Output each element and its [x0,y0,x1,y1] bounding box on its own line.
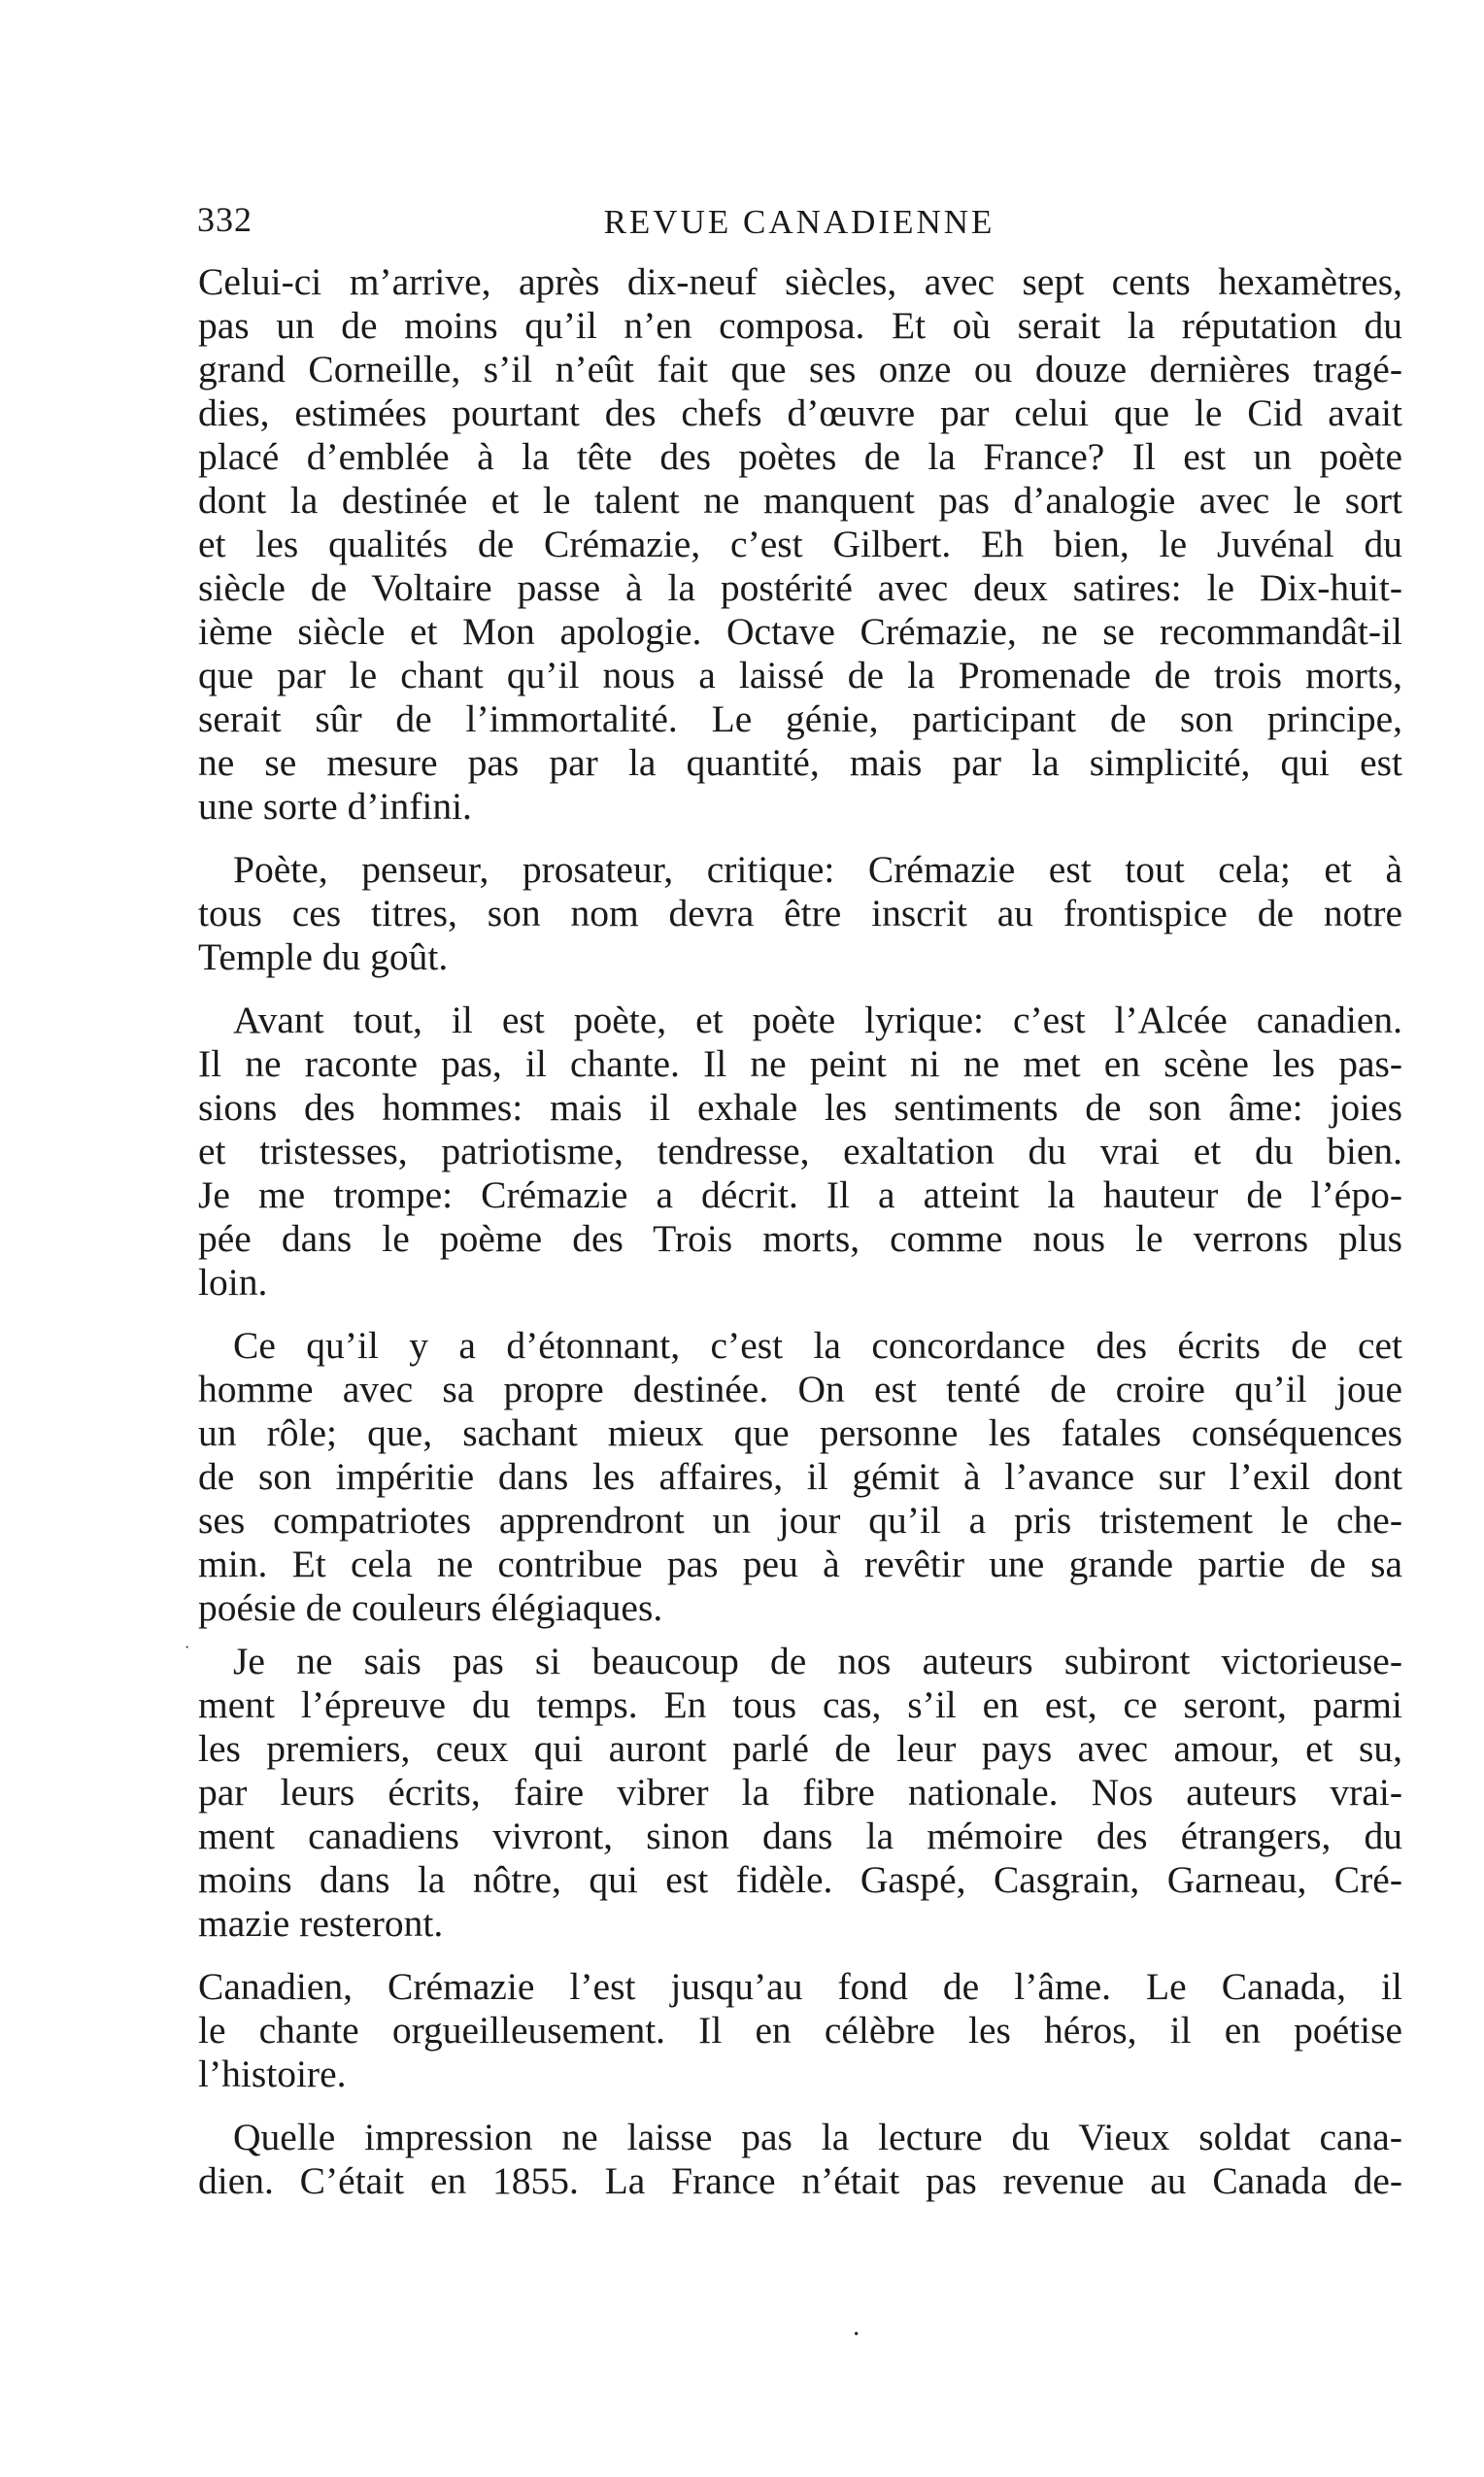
paragraph [198,1324,1402,1630]
text-line: siècle de Voltaire passe à la postérité avec deux satires: le Dix-huit- [198,566,1402,609]
text-line: Canadien, Crémazie l’est jusqu’au fond de l’âme. Le Canada, il [198,1965,1402,2008]
text-line: moins dans la nôtre, qui est fidèle. Gaspé, Casgrain, Garneau, Cré- [198,1858,1402,1901]
text-line: tous ces titres, son nom devra être inscrit au frontispice de notre [198,892,1402,934]
text-line: Ce qu’il y a d’étonnant, c’est la concordance des écrits de cet [233,1324,1402,1367]
text-line: Quelle impression ne laisse pas la lecture du Vieux soldat cana- [233,2116,1402,2158]
text-line: Temple du goût. [198,935,449,978]
text-line: Celui-ci m’arrive, après dix-neuf siècles, avec sept cents hexamètres, [198,260,1402,303]
page-header [197,199,1401,248]
margin-mark: · [185,1640,190,1656]
text-line: Je me trompe: Crémazie a décrit. Il a atteint la hauteur de l’épo- [198,1173,1402,1216]
text-line: les premiers, ceux qui auront parlé de leur pays avec amour, et su, [198,1727,1402,1770]
text-line: et tristesses, patriotisme, tendresse, exaltation du vrai et du bien. [198,1130,1402,1172]
text-line: dies, estimées pourtant des chefs d’œuvre par celui que le Cid avait [198,391,1402,434]
paragraph [185,1640,1402,1946]
text-line: ment canadiens vivront, sinon dans la mémoire des étrangers, du [198,1815,1402,1857]
text-line: pée dans le poème des Trois morts, comme nous le verrons plus [198,1217,1402,1260]
running-title: REVUE CANADIENNE [603,203,995,241]
paragraph [198,999,1402,1305]
text-line: Il ne raconte pas, il chante. Il ne peint ni ne met en scène les pas- [198,1042,1402,1085]
text-line: et les qualités de Crémazie, c’est Gilbert. Eh bien, le Juvénal du [198,523,1402,565]
page-number: 332 [197,200,253,239]
text-line: mazie resteront. [198,1902,444,1945]
text-line: ième siècle et Mon apologie. Octave Crémazie, ne se recommandât-il [198,610,1402,653]
text-line: min. Et cela ne contribue pas peu à revêtir une grande partie de sa [198,1543,1402,1585]
text-line: Je ne sais pas si beaucoup de nos auteurs subiront victorieuse- [233,1640,1402,1682]
text-line: placé d’emblée à la tête des poètes de la France? Il est un poète [198,435,1402,478]
text-line: ses compatriotes apprendront un jour qu’il a pris tristement le che- [198,1499,1402,1542]
paragraph [198,848,1402,979]
text-line: le chante orgueilleusement. Il en célèbre les héros, il en poétise [198,2009,1402,2052]
text-line: un rôle; que, sachant mieux que personne les fatales conséquences [198,1411,1402,1454]
text-line: dont la destinée et le talent ne manquent pas d’analogie avec le sort [198,479,1402,522]
paragraph [198,260,1402,829]
text-line: pas un de moins qu’il n’en composa. Et où serait la réputation du [198,304,1402,347]
text-line: poésie de couleurs élégiaques. [198,1586,663,1629]
body-text [185,260,1402,2203]
text-line: par leurs écrits, faire vibrer la fibre nationale. Nos auteurs vrai- [198,1771,1402,1814]
text-line: l’histoire. [198,2053,347,2095]
paragraph [198,1965,1402,2096]
text-line: grand Corneille, s’il n’eût fait que ses onze ou douze dernières tragé- [198,348,1402,390]
text-line: Poète, penseur, prosateur, critique: Crémazie est tout cela; et à [233,848,1402,891]
text-line: de son impéritie dans les affaires, il gémit à l’avance sur l’exil dont [198,1455,1402,1498]
text-line: homme avec sa propre destinée. On est tenté de croire qu’il joue [198,1368,1402,1410]
text-line: ment l’épreuve du temps. En tous cas, s’il en est, ce seront, parmi [198,1683,1402,1726]
text-line: serait sûr de l’immortalité. Le génie, participant de son principe, [198,697,1402,740]
paragraph [198,2116,1402,2203]
text-line: loin. [198,1261,268,1304]
text-line: une sorte d’infini. [198,785,472,828]
text-line: sions des hommes: mais il exhale les sentiments de son âme: joies [198,1086,1402,1129]
text-line: ne se mesure pas par la quantité, mais par la simplicité, qui est [198,741,1402,784]
text-line: que par le chant qu’il nous a laissé de la Promenade de trois morts, [198,654,1402,696]
text-line: dien. C’était en 1855. La France n’était pas revenue au Canada de- [198,2159,1402,2202]
text-line: Avant tout, il est poète, et poète lyrique: c’est l’Alcée canadien. [233,999,1402,1041]
stray-mark: · [852,2320,861,2350]
